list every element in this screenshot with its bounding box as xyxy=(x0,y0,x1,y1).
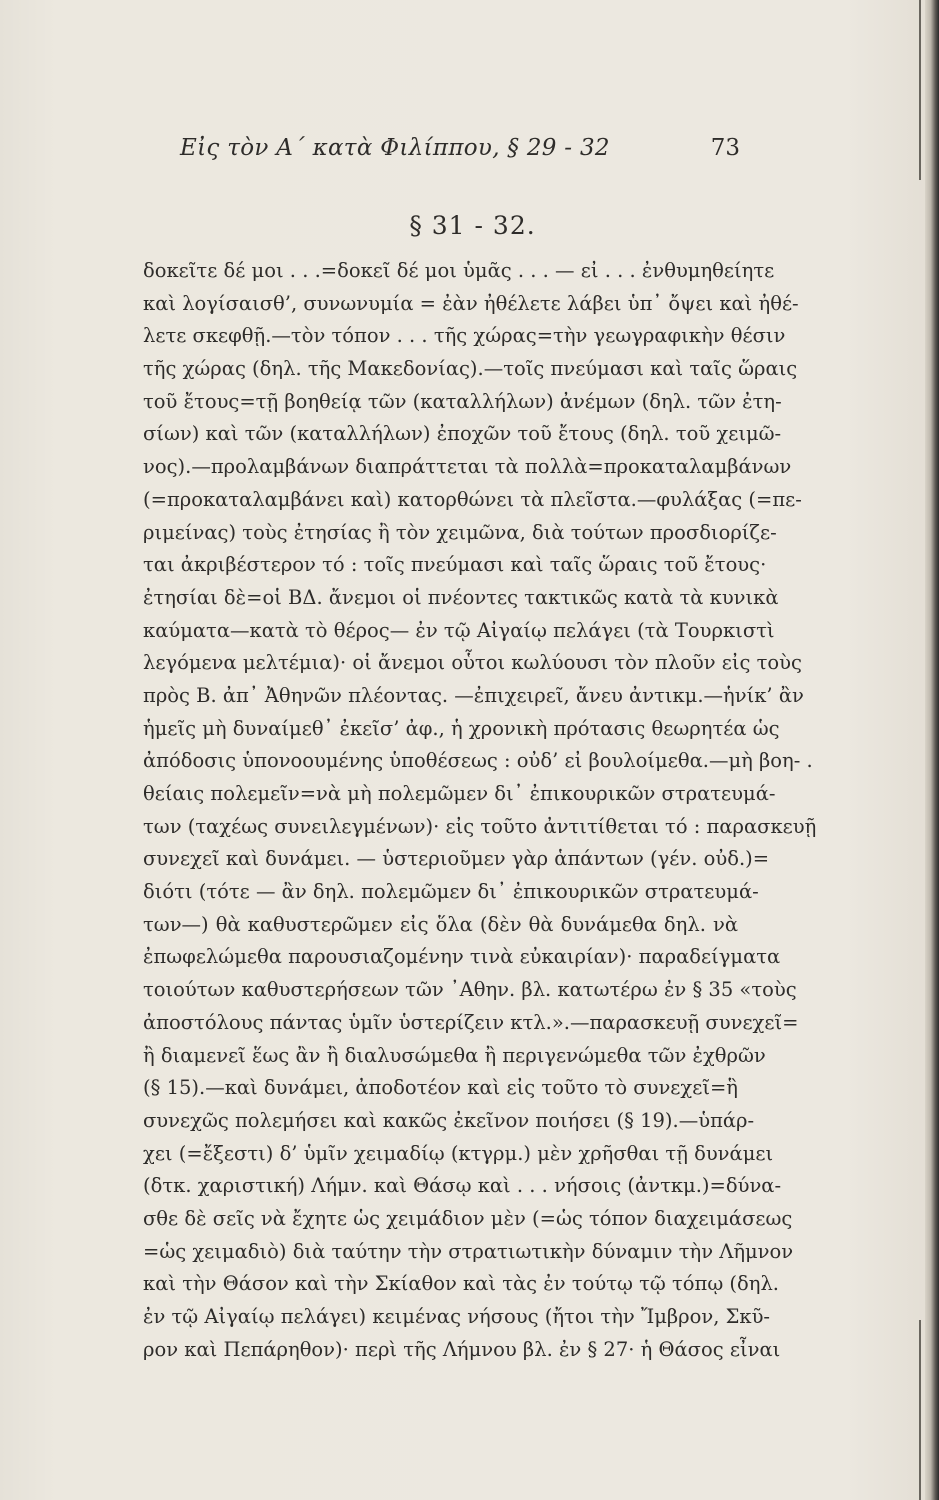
text-line: τῆς χώρας (δηλ. τῆς Μακεδονίας).—τοῖς πνεύμασι καὶ ταῖς ὥραις xyxy=(143,357,798,381)
text-line: θείαις πολεμεῖν=νὰ μὴ πολεμῶμεν δι᾿ ἐπικουρικῶν στρατευμά- xyxy=(143,782,776,805)
text-line: (=προκαταλαμβάνει καὶ) κατορθώνει τὰ πλεῖστα.—φυλάξας (=πε- xyxy=(143,487,802,511)
text-line: (δτκ. χαριστική) Λήμν. καὶ Θάσῳ καὶ . . . νήσοις (ἀντκμ.)=δύνα- xyxy=(143,1174,782,1198)
text-line: ριμείνας) τοὺς ἐτησίας ἢ τὸν χειμῶνα, διὰ τούτων προσδιορίζε- xyxy=(143,520,777,544)
text-line: συνεχεῖ καὶ δυνάμει. — ὑστεριοῦμεν γὰρ ἁπάντων (γέν. οὐδ.)= xyxy=(143,847,770,871)
spine-shadow-mark xyxy=(919,1320,921,1500)
text-line: καύματα—κατὰ τὸ θέρος— ἐν τῷ Αἰγαίῳ πελάγει (τὰ Τουρκιστὶ xyxy=(143,618,775,642)
text-line: των (ταχέως συνειλεγμένων)· εἰς τοῦτο ἀντιτίθεται τό : παρασκευῇ xyxy=(143,814,817,838)
section-heading: § 31 - 32. xyxy=(409,211,536,240)
text-line: ται ἀκριβέστερον τό : τοῖς πνεύμασι καὶ ταῖς ὥραις τοῦ ἔτους· xyxy=(143,553,767,577)
text-line: λεγόμενα μελτέμια)· οἱ ἄνεμοι οὗτοι κωλύουσι τὸν πλοῦν εἰς τοὺς xyxy=(143,651,802,675)
text-line: δοκεῖτε δέ μοι . . .=δοκεῖ δέ μοι ὑμᾶς . . . — εἰ . . . ἐνθυμηθείητε xyxy=(143,259,775,282)
text-line: ἡμεῖς μὴ δυναίμεθ᾿ ἐκεῖσ’ ἀφ., ἡ χρονικὴ πρότασις θεωρητέα ὡς xyxy=(143,716,780,740)
text-line: καὶ τὴν Θάσον καὶ τὴν Σκίαθον καὶ τὰς ἐν τούτῳ τῷ τόπῳ (δηλ. xyxy=(143,1272,780,1296)
text-line: ἢ διαμενεῖ ἕως ἂν ἢ διαλυσώμεθα ἢ περιγενώμεθα τῶν ἐχθρῶν xyxy=(143,1043,766,1067)
text-line: ἐτησίαι δὲ=οἱ ΒΔ. ἄνεμοι οἱ πνέοντες τακτικῶς κατὰ τὰ κυνικὰ xyxy=(143,585,779,609)
text-line: καὶ λογίσαισθ’, συνωνυμία = ἐὰν ἠθέλετε λάβει ὑπ᾿ ὄψει καὶ ἠθέ- xyxy=(143,291,799,315)
text-line: ἀπόδοσις ὑπονοουμένης ὑποθέσεως : οὐδ’ εἰ βουλοίμεθα.—μὴ βοη- . xyxy=(143,749,813,773)
text-line: =ὡς χειμαδιὸ) διὰ ταύτην τὴν στρατιωτικὴν δύναμιν τὴν Λῆμνον xyxy=(143,1239,794,1263)
text-line: σίων) καὶ τῶν (καταλλήλων) ἐποχῶν τοῦ ἔτους (δηλ. τοῦ χειμῶ- xyxy=(143,422,782,446)
text-line: χει (=ἔξεστι) δ’ ὑμῖν χειμαδίῳ (κτγρμ.) μὲν χρῆσθαι τῇ δυνάμει xyxy=(143,1141,774,1165)
page-number: 73 xyxy=(710,135,740,161)
commentary-text xyxy=(143,255,817,1366)
text-line: (§ 15).—καὶ δυνάμει, ἀποδοτέον καὶ εἰς τοῦτο τὸ συνεχεῖ=ἣ xyxy=(143,1076,738,1100)
text-line: διότι (τότε — ἂν δηλ. πολεμῶμεν δι᾿ ἐπικουρικῶν στρατευμά- xyxy=(143,880,759,904)
page-header xyxy=(180,135,740,175)
text-line: λετε σκεφθῇ.—τὸν τόπον . . . τῆς χώρας=τὴν γεωγραφικὴν θέσιν xyxy=(143,324,786,348)
text-line: ἐπωφελώμεθα παρουσιαζομένην τινὰ εὐκαιρίαν)· παραδείγματα xyxy=(143,945,781,969)
text-line: τοῦ ἔτους=τῇ βοηθείᾳ τῶν (καταλλήλων) ἀνέμων (δηλ. τῶν ἐτη- xyxy=(143,389,782,413)
text-line: ἀποστόλους πάντας ὑμῖν ὑστερίζειν κτλ.».—παρασκευῇ συνεχεῖ= xyxy=(143,1010,799,1034)
text-line: νος).—προλαμβάνων διαπράττεται τὰ πολλὰ=προκαταλαμβάνων xyxy=(143,455,792,479)
text-line: ἐν τῷ Αἰγαίῳ πελάγει) κειμένας νήσους (ἤτοι τὴν Ἴμβρον, Σκῦ- xyxy=(143,1305,771,1328)
text-line: τοιούτων καθυστερήσεων τῶν ᾿Αθην. βλ. κατωτέρω ἐν § 35 «τοὺς xyxy=(143,978,797,1002)
text-line: συνεχῶς πολεμήσει καὶ κακῶς ἐκεῖνον ποιήσει (§ 19).—ὑπάρ- xyxy=(143,1108,755,1132)
text-line: πρὸς Β. ἀπ᾿ Ἀθηνῶν πλέοντας. —ἐπιχειρεῖ, ἄνευ ἀντικμ.—ἡνίκ’ ἂν xyxy=(143,683,804,707)
text-line: των—) θὰ καθυστερῶμεν εἰς ὅλα (δὲν θὰ δυνάμεθα δηλ. νὰ xyxy=(143,912,738,936)
text-line: σθε δὲ σεῖς νὰ ἔχητε ὡς χειμάδιον μὲν (=ὡς τόπον διαχειμάσεως xyxy=(143,1206,793,1230)
spine-shadow-mark xyxy=(919,0,921,180)
text-line: ρον καὶ Πεπάρηθον)· περὶ τῆς Λήμνου βλ. ἐν § 27· ἡ Θάσος εἶναι xyxy=(143,1337,781,1361)
running-title: Εἰς τὸν Α΄ κατὰ Φιλίππου, § 29 - 32 xyxy=(180,135,610,161)
